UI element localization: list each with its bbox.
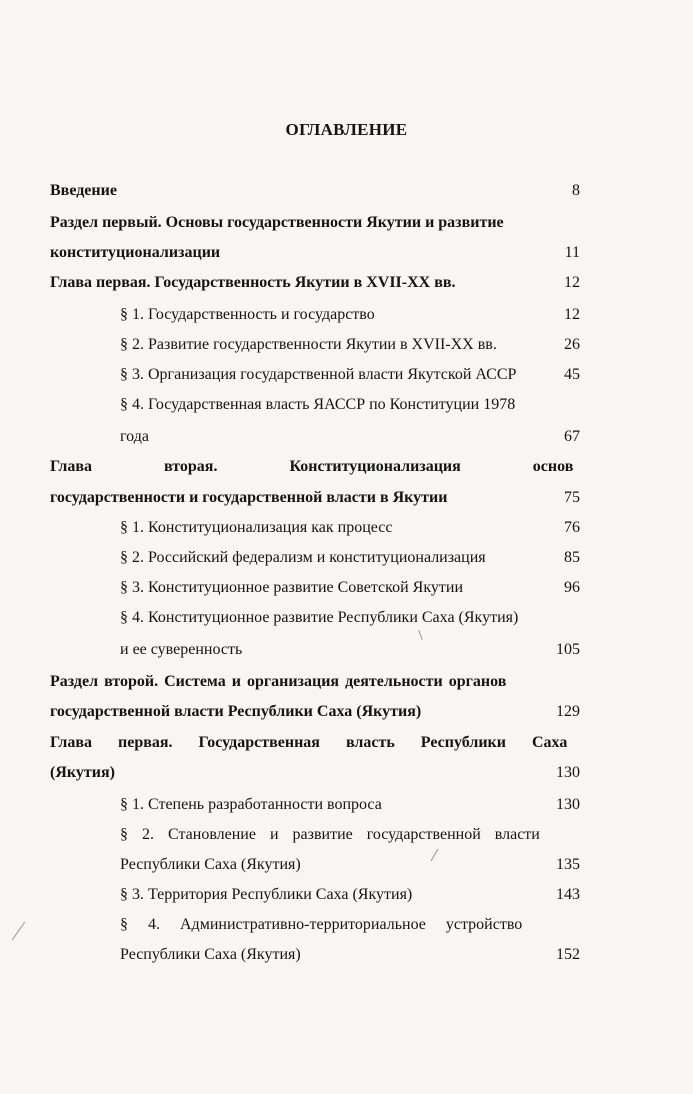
toc-page-number: 76 — [564, 519, 580, 536]
toc-entry-chapter-one-section-two-cont: (Якутия) — [50, 764, 115, 781]
toc-entry-paragraph: § 2. Российский федерализм и конституционализация — [120, 549, 486, 566]
toc-entry-paragraph: § 3. Территория Республики Саха (Якутия) — [120, 886, 413, 903]
toc-page-number: 45 — [564, 366, 580, 383]
toc-entry-paragraph: § 2. Развитие государственности Якутии в XVII-XX вв. — [120, 336, 497, 353]
toc-entry-paragraph-cont: Республики Саха (Якутия) — [120, 856, 301, 873]
toc-page-number: 12 — [564, 274, 580, 291]
toc-entry-paragraph: § 3. Конституционное развитие Советской Якутии — [120, 579, 463, 596]
toc-entry-section-one-cont: конституционализации — [50, 244, 221, 261]
toc-page-number: 129 — [556, 703, 580, 720]
toc-entry-paragraph-cont: Республики Саха (Якутия) — [120, 946, 301, 963]
toc-entry-chapter-one-section-two: Глава первая. Государственная власть Республики Саха — [50, 734, 568, 751]
toc-entry-paragraph: § 4. Государственная власть ЯАССР по Конституции 1978 — [120, 396, 516, 413]
toc-entry-paragraph: § 4. Административно-территориальное устройство — [120, 916, 523, 933]
toc-page-number: 75 — [564, 489, 580, 506]
toc-entry-introduction: Введение — [50, 182, 117, 199]
toc-page-number: 11 — [564, 244, 580, 261]
toc-entry-paragraph: § 1. Конституционализация как процесс — [120, 519, 393, 536]
toc-page-number: 67 — [564, 428, 580, 445]
toc-entry-section-two: Раздел второй. Система и организация деятельности органов — [50, 673, 507, 690]
scan-artifact — [418, 630, 422, 640]
toc-page-number: 135 — [556, 856, 580, 873]
toc-page-number: 26 — [564, 336, 580, 353]
toc-page-number: 152 — [556, 946, 580, 963]
toc-page-number: 130 — [556, 764, 580, 781]
toc-entry-section-two-cont: государственной власти Республики Саха (Якутия) — [50, 703, 422, 720]
toc-entry-chapter-two — [50, 457, 574, 477]
toc-page-number: 130 — [556, 796, 580, 813]
toc-entry-paragraph-cont: и ее суверенность — [120, 641, 243, 658]
toc-page-number: 143 — [556, 886, 580, 903]
toc-entry-paragraph: § 2. Становление и развитие государственной власти — [120, 826, 540, 843]
page-title: ОГЛАВЛЕНИЕ — [285, 120, 408, 139]
toc-page-number: 105 — [556, 641, 580, 658]
toc-entry-paragraph: § 1. Степень разработанности вопроса — [120, 796, 382, 813]
toc-entry-section-one: Раздел первый. Основы государственности Якутии и развитие — [50, 214, 504, 231]
toc-page-number: 96 — [564, 579, 580, 596]
toc-page-number: 12 — [564, 306, 580, 323]
toc-entry-chapter-two-cont: государственности и государственной власти в Якутии — [50, 489, 448, 506]
scan-artifact — [431, 849, 439, 862]
toc-entry-paragraph: § 1. Государственность и государство — [120, 306, 375, 323]
toc-entry-paragraph-cont: года — [120, 428, 149, 445]
toc-entry-chapter-one: Глава первая. Государственность Якутии в XVII-XX вв. — [50, 274, 456, 291]
scan-artifact — [12, 922, 25, 941]
toc-entry-paragraph: § 4. Конституционное развитие Республики Саха (Якутия) — [120, 609, 519, 626]
toc-entry-chapter-two-text: Глава вторая. Конституционализация основ — [50, 458, 574, 475]
toc-entry-paragraph: § 3. Организация государственной власти Якутской АССР — [120, 366, 517, 383]
toc-page-number: 8 — [572, 182, 580, 199]
toc-page-number: 85 — [564, 549, 580, 566]
